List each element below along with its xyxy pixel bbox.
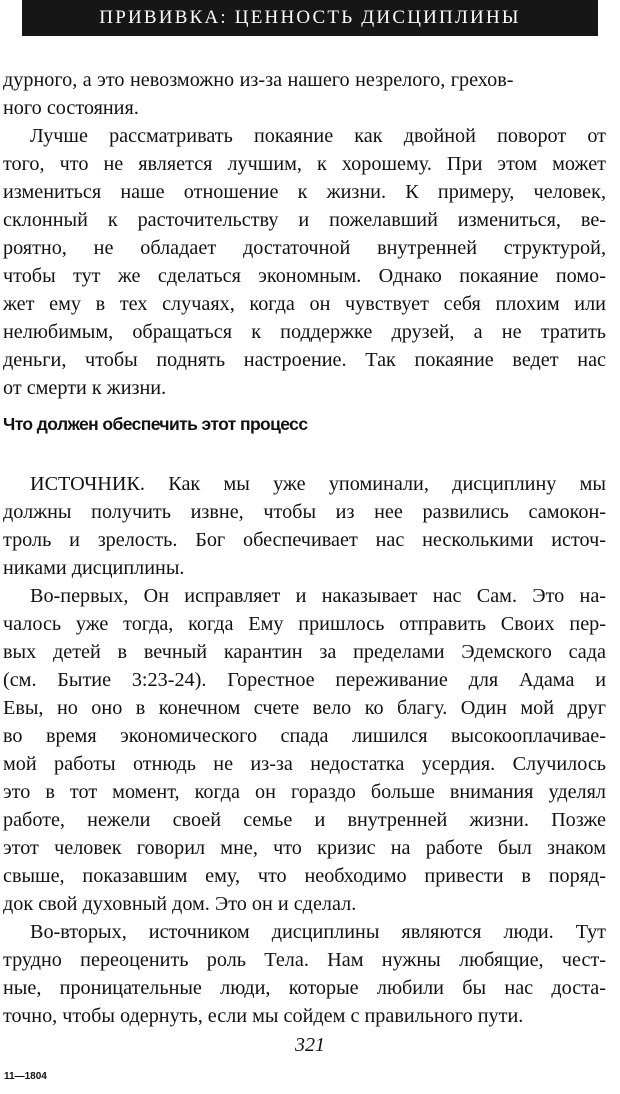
text-line: ные, проницательные люди, которые любили бы нас доста-: [3, 977, 606, 999]
section-heading: Что должен обеспечить этот процесс: [3, 414, 308, 434]
text-line: роятно, не обладает достаточной внутренней структурой,: [3, 237, 606, 259]
text-line: мой работы отнюдь не из-за недостатка усердия. Случилось: [3, 753, 606, 775]
text-line: троль и зрелость. Бог обеспечивает нас несколькими источ-: [3, 529, 606, 551]
text-line: этот человек говорил мне, что кризис на работе был знаком: [3, 837, 606, 859]
text-line: деньги, чтобы поднять настроение. Так покаяние ведет нас: [3, 349, 606, 371]
text-line: жет ему в тех случаях, когда он чувствует себя плохим или: [3, 293, 606, 315]
text-line: склонный к расточительству и пожелавший измениться, ве-: [3, 209, 606, 231]
text-line: Лучше рассматривать покаяние как двойной поворот от: [30, 125, 606, 147]
text-line: работе, нежели своей семье и внутренней жизни. Позже: [3, 809, 606, 831]
text-line: Евы, но оно в конечном счете вело ко благу. Один мой друг: [3, 697, 606, 719]
text-line: измениться наше отношение к жизни. К примеру, человек,: [3, 181, 606, 203]
running-header: [22, 0, 598, 36]
text-line: Во-вторых, источником дисциплины являются люди. Тут: [30, 921, 606, 943]
text-line: чтобы тут же сделаться экономным. Однако покаяние помо-: [3, 265, 606, 287]
text-line: док свой духовный дом. Это он и сделал.: [3, 893, 357, 915]
text-line: трудно переоценить роль Тела. Нам нужны любящие, чест-: [3, 949, 606, 971]
text-line: Во-первых, Он исправляет и наказывает нас Сам. Это на-: [30, 585, 607, 607]
text-line: вых детей в вечный карантин за пределами Эдемского сада: [3, 641, 606, 663]
text-line: во время экономического спада лишился высокооплачивае-: [3, 725, 606, 747]
print-signature: 11—1804: [4, 1071, 47, 1082]
text-line: это в тот момент, когда он гораздо больше внимания уделял: [3, 781, 606, 803]
text-line: (см. Бытие 3:23-24). Горестное переживание для Адама и: [3, 669, 607, 691]
text-line: нелюбимым, обращаться к поддержке друзей, а не тратить: [3, 321, 606, 343]
text-line: того, что не является лучшим, к хорошему. При этом может: [3, 153, 606, 175]
text-line: должны получить извне, чтобы из нее развились самокон-: [3, 501, 606, 523]
text-line: точно, чтобы одернуть, если мы сойдем с правильного пути.: [3, 1005, 524, 1027]
text-line: чалось уже тогда, когда Ему пришлось отправить Своих пер-: [3, 613, 606, 635]
text-line: ИСТОЧНИК. Как мы уже упоминали, дисциплину мы: [30, 473, 606, 495]
text-line: никами дисциплины.: [3, 557, 185, 579]
running-header-title: ПРИВИВКА: ЦЕННОСТЬ ДИСЦИПЛИНЫ: [99, 7, 521, 28]
text-line: от смерти к жизни.: [3, 377, 167, 399]
text-line: свыше, показавшим ему, что необходимо привести в поряд-: [3, 865, 606, 887]
text-line: ного состояния.: [3, 97, 139, 119]
text-line: дурного, а это невозможно из-за нашего незрелого, грехов-: [3, 69, 514, 91]
page-number: 321: [295, 1034, 325, 1056]
